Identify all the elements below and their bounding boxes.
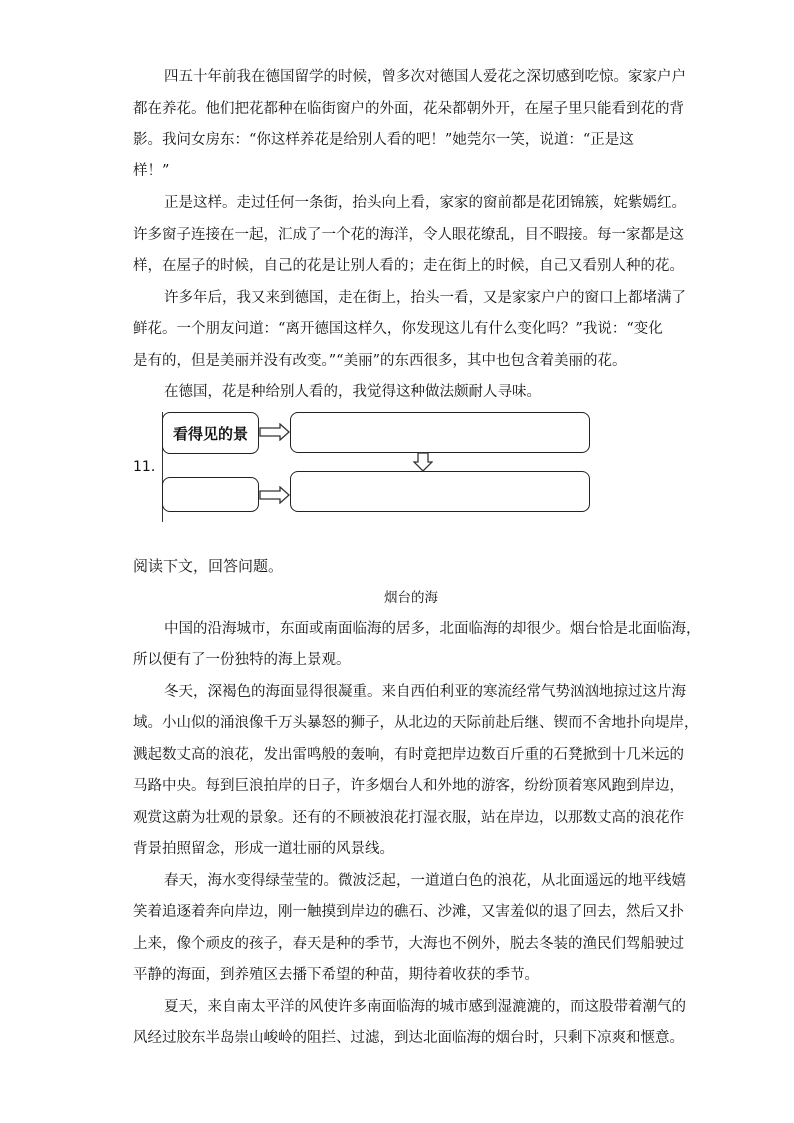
- paragraph-line: 是有的，但是美丽并没有改变。”“美丽”的东西很多，其中也包含着美丽的花。: [133, 353, 627, 369]
- visible-scene-box: [162, 412, 259, 454]
- reading-instruction: 阅读下文，回答问题。: [133, 557, 284, 575]
- down-arrow-icon: [413, 452, 433, 472]
- paragraph-line: 夏天，来自南太平洋的风使许多南面临海的城市感到湿漉漉的，而这股带着潮气的: [164, 999, 686, 1015]
- paragraph-line: 许多窗子连接在一起，汇成了一个花的海洋，令人眼花缭乱，目不暇接。每一家都是这: [133, 227, 684, 243]
- paragraph-line: 冬天，深褐色的海面显得很凝重。来自西伯利亚的寒流经常气势汹汹地掠过这片海: [164, 684, 686, 700]
- paragraph-line: 许多年后，我又来到德国，走在街上，抬头一看，又是家家户户的窗口上都堵满了: [164, 290, 686, 306]
- paragraph-line: 域。小山似的涌浪像千万头暴怒的狮子，从北边的天际前赴后继、锲而不舍地扑向堤岸，: [133, 715, 699, 731]
- paragraph-line: 春天，海水变得绿莹莹的。微波泛起，一道道白色的浪花，从北面遥远的地平线嬉: [164, 873, 686, 889]
- paragraph-line: 样，在屋子的时候，自己的花是让别人看的；走在街上的时候，自己又看别人种的花。: [133, 258, 684, 274]
- paragraph-line: 正是这样。走过任何一条街，抬头向上看，家家的窗前都是花团锦簇，姹紫嫣红。: [164, 195, 686, 211]
- paragraph-line: 四五十年前我在德国留学的时候，曾多次对德国人爱花之深切感到吃惊。家家户户: [164, 69, 686, 85]
- paragraph-line: 溅起数丈高的浪花，发出雷鸣般的轰响，有时竟把岸边数百斤重的石凳掀到十几米远的: [133, 747, 684, 763]
- visible-scene-label: 看得见的景: [173, 425, 249, 443]
- paragraph-line: 背景拍照留念，形成一道壮丽的风景线。: [133, 841, 394, 857]
- paragraph-line: 上来，像个顽皮的孩子，春天是种的季节，大海也不例外，脱去冬装的渔民们驾船驶过: [133, 936, 684, 952]
- right-arrow-icon: [259, 423, 291, 441]
- passage-title: 烟台的海: [384, 590, 438, 606]
- answer-box-1[interactable]: [290, 412, 590, 453]
- paragraph-line: 马路中央。每到巨浪拍岸的日子，许多烟台人和外地的游客，纷纷顶着寒风跑到岸边，: [133, 778, 684, 794]
- paragraph-line: 所以便有了一份独特的海上景观。: [133, 652, 351, 668]
- paragraph-line: 中国的沿海城市，东面或南面临海的居多，北面临海的却很少。烟台恰是北面临海，: [164, 621, 701, 637]
- paragraph-line: 样！”: [133, 163, 170, 179]
- question-number: 11．: [133, 459, 165, 475]
- right-arrow-icon: [259, 486, 291, 504]
- paragraph-line: 观赏这蔚为壮观的景象。还有的不顾被浪花打湿衣服，站在岸边，以那数丈高的浪花作: [133, 810, 684, 826]
- paragraph-line: 平静的海面，到养殖区去播下希望的种苗，期待着收获的季节。: [133, 967, 539, 983]
- paragraph-line: 影。我问女房东：“你这样养花是给别人看的吧！”她莞尔一笑，说道：“正是这: [133, 132, 634, 148]
- paragraph-line: 风经过胶东半岛崇山峻岭的阻拦、过滤，到达北面临海的烟台时，只剩下凉爽和惬意。: [133, 1030, 684, 1046]
- answer-box-2[interactable]: [162, 477, 259, 512]
- answer-box-3[interactable]: [290, 471, 590, 512]
- paragraph-line: 笑着追逐着奔向岸边，刚一触摸到岸边的礁石、沙滩，又害羞似的退了回去，然后又扑: [133, 904, 684, 920]
- paragraph-line: 都在养花。他们把花都种在临街窗户的外面，花朵都朝外开，在屋子里只能看到花的背: [133, 101, 684, 117]
- paragraph-line: 鲜花。一个朋友问道：“离开德国这样久，你发现这儿有什么变化吗？”我说：“变化: [133, 321, 663, 337]
- paragraph-line: 在德国，花是种给别人看的，我觉得这种做法颇耐人寻味。: [164, 384, 541, 400]
